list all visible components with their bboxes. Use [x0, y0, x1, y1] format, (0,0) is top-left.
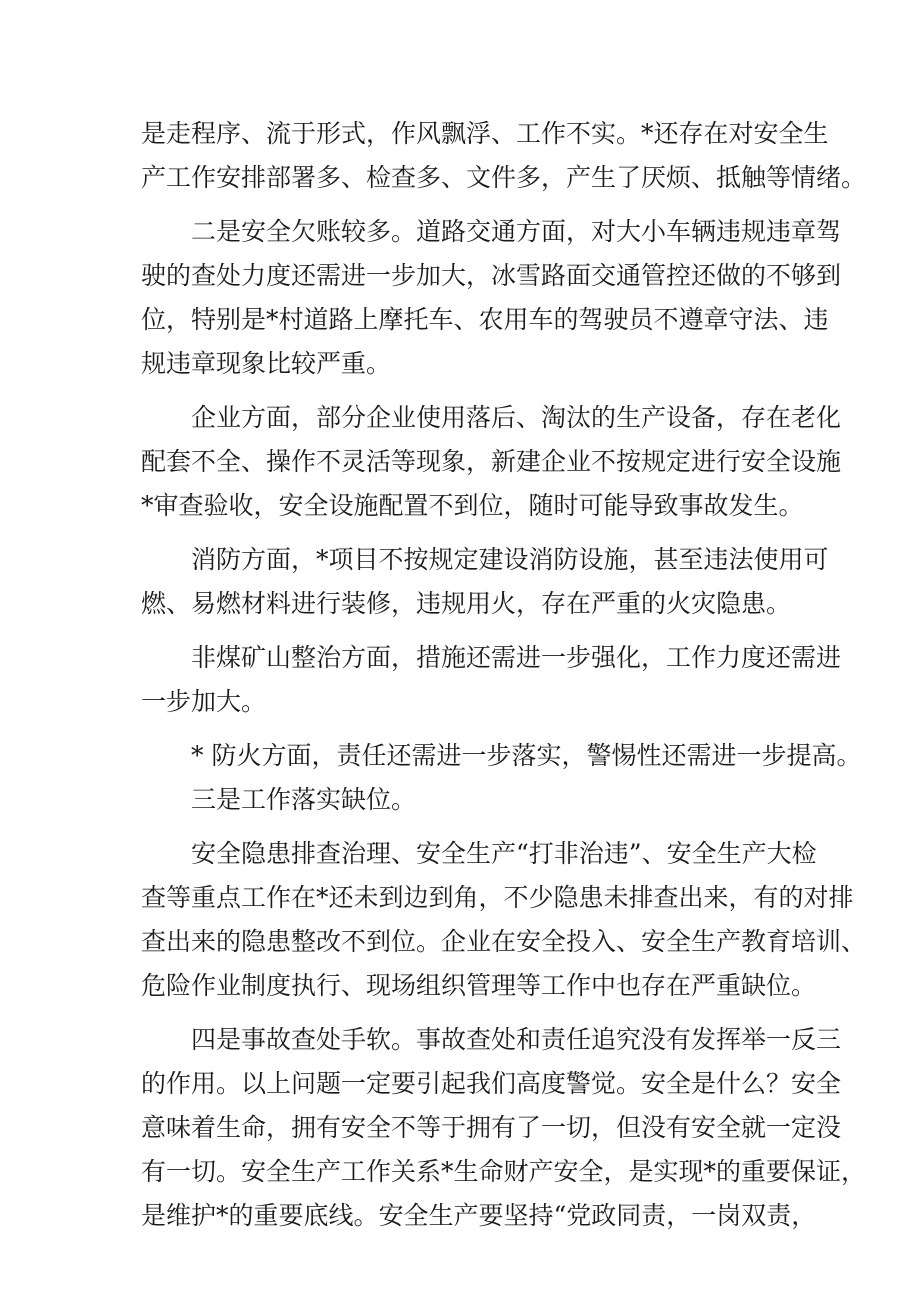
paragraph-fire-prevention	[141, 734, 862, 778]
paragraph-continuation	[141, 112, 867, 200]
paragraph-hazard-inspection	[141, 832, 867, 1008]
text-line: 驶的查处力度还需进一步加大，冰雪路面交通管控还做的不够到	[141, 261, 842, 290]
text-line: 是走程序、流于形式，作风飘浮、工作不实。*还存在对安全生	[141, 119, 829, 148]
text-line: 是维护*的重要底线。安全生产要坚持“党政同责，一岗双责，	[141, 1201, 817, 1230]
text-line: 二是安全欠账较多。道路交通方面，对大小车辆违规违章驾	[191, 217, 842, 246]
text-line: 查等重点工作在*还未到边到角，不少隐患未排查出来，有的对排	[141, 883, 854, 912]
text-line: 三是工作落实缺位。	[191, 785, 417, 814]
paragraph-enterprise	[141, 396, 842, 528]
text-line: * 防火方面，责任还需进一步落实，警惕性还需进一步提高。	[191, 741, 862, 770]
text-line: 危险作业制度执行、现场组织管理等工作中也存在严重缺位。	[141, 971, 817, 1000]
text-line: 企业方面，部分企业使用落后、淘汰的生产设备，存在老化	[191, 403, 842, 432]
text-line: 查出来的隐患整改不到位。企业在安全投入、安全生产教育培训、	[141, 927, 867, 956]
text-line: 四是事故查处手软。事故查处和责任追究没有发挥举一反三	[191, 1025, 842, 1054]
text-line: 的作用。以上问题一定要引起我们高度警觉。安全是什么？安全	[141, 1069, 842, 1098]
paragraph-implementation-heading	[141, 778, 785, 822]
text-line: 配套不全、操作不灵活等现象，新建企业不按规定进行安全设施	[141, 447, 842, 476]
text-line: 安全隐患排查治理、安全生产“打非治违”、安全生产大检	[191, 839, 817, 868]
text-line: 规违章现象比较严重。	[141, 349, 392, 378]
text-line: 有一切。安全生产工作关系*生命财产安全，是实现*的重要保证，	[141, 1157, 867, 1186]
paragraph-safety-debt	[141, 210, 842, 386]
document-body	[141, 112, 867, 1238]
paragraph-accident-handling	[141, 1018, 867, 1238]
text-line: 产工作安排部署多、检查多、文件多，产生了厌烦、抵触等情绪。	[141, 163, 867, 192]
text-line: *审查验收，安全设施配置不到位，随时可能导致事故发生。	[141, 491, 804, 520]
text-line: 意味着生命，拥有安全不等于拥有了一切，但没有安全就一定没	[141, 1113, 842, 1142]
text-line: 一步加大。	[141, 687, 267, 716]
paragraph-fire-protection	[141, 538, 829, 626]
paragraph-non-coal-mines	[141, 636, 842, 724]
text-line: 非煤矿山整治方面，措施还需进一步强化，工作力度还需进	[191, 643, 842, 672]
text-line: 消防方面，*项目不按规定建设消防设施，甚至违法使用可	[191, 545, 829, 574]
text-line: 位，特别是*村道路上摩托车、农用车的驾驶员不遵章守法、违	[141, 305, 829, 334]
text-line: 燃、易燃材料进行装修，违规用火，存在严重的火灾隐患。	[141, 589, 792, 618]
